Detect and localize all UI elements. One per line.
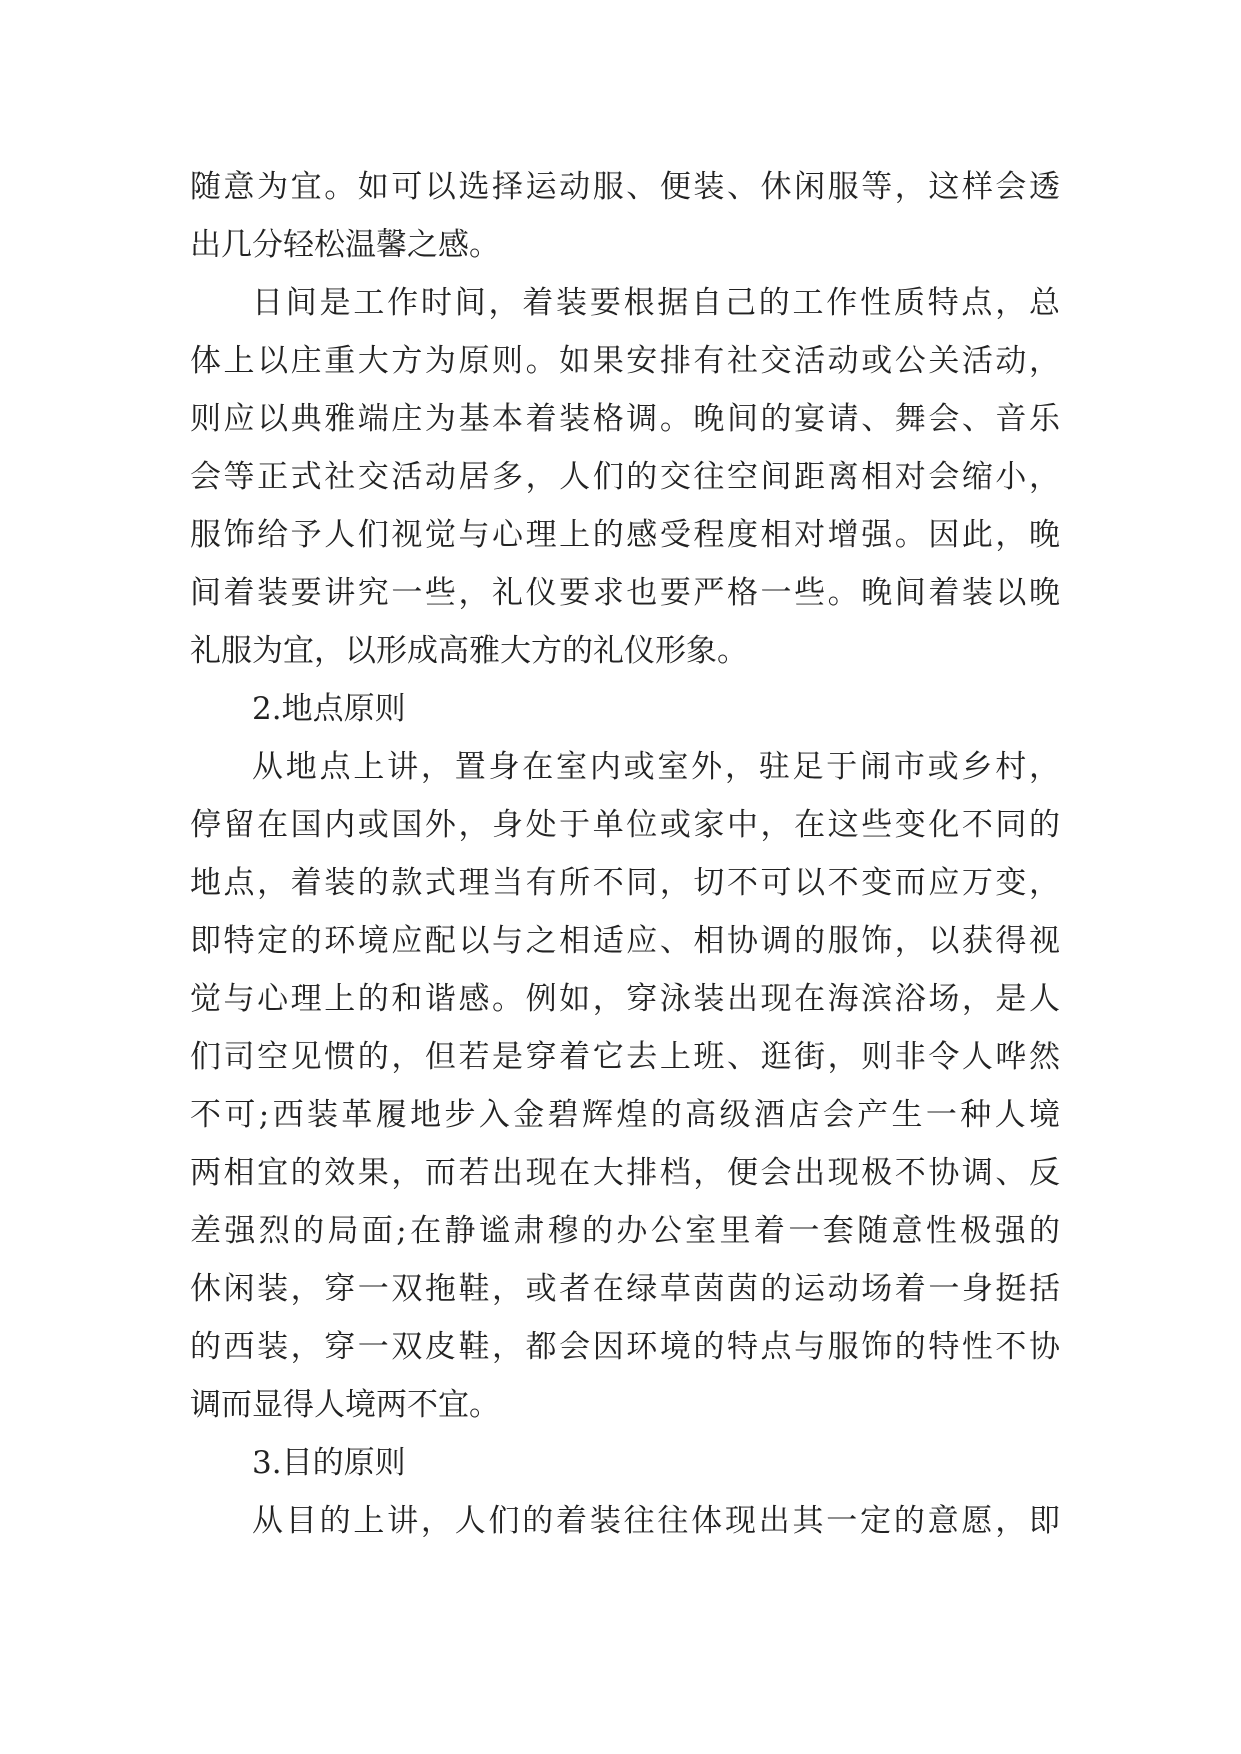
text-line: 体上以庄重大方为原则。如果安排有社交活动或公关活动，: [190, 343, 1060, 379]
text-line: 差强烈的局面;在静谧肃穆的办公室里着一套随意性极强的: [190, 1213, 1060, 1249]
section-heading: 2.地点原则: [252, 691, 406, 727]
text-line: 间着装要讲究一些，礼仪要求也要严格一些。晚间着装以晚: [190, 575, 1060, 611]
text-line: 觉与心理上的和谐感。例如，穿泳装出现在海滨浴场，是人: [190, 981, 1060, 1017]
paragraph-first-line: 日间是工作时间，着装要根据自己的工作性质特点，总: [252, 285, 1060, 321]
section-heading: 3.目的原则: [252, 1445, 406, 1481]
text-line: 则应以典雅端庄为基本着装格调。晚间的宴请、舞会、音乐: [190, 401, 1060, 437]
text-line: 会等正式社交活动居多，人们的交往空间距离相对会缩小，: [190, 459, 1060, 495]
text-line: 出几分轻松温馨之感。: [190, 227, 500, 263]
document-body: [190, 158, 1060, 1550]
text-line: 停留在国内或国外，身处于单位或家中，在这些变化不同的: [190, 807, 1060, 843]
text-line: 的西装，穿一双皮鞋，都会因环境的特点与服饰的特性不协: [190, 1329, 1060, 1365]
text-line: 们司空见惯的，但若是穿着它去上班、逛街，则非令人哗然: [190, 1039, 1060, 1075]
paragraph-first-line: 从地点上讲，置身在室内或室外，驻足于闹市或乡村，: [252, 749, 1060, 785]
text-line: 不可;西装革履地步入金碧辉煌的高级酒店会产生一种人境: [190, 1097, 1060, 1133]
text-line: 休闲装，穿一双拖鞋，或者在绿草茵茵的运动场着一身挺括: [190, 1271, 1060, 1307]
paragraph-first-line: 从目的上讲，人们的着装往往体现出其一定的意愿，即: [252, 1503, 1060, 1539]
text-line: 两相宜的效果，而若出现在大排档，便会出现极不协调、反: [190, 1155, 1060, 1191]
text-line: 礼服为宜，以形成高雅大方的礼仪形象。: [190, 633, 748, 669]
text-line: 随意为宜。如可以选择运动服、便装、休闲服等，这样会透: [190, 169, 1060, 205]
text-line: 地点，着装的款式理当有所不同，切不可以不变而应万变，: [190, 865, 1060, 901]
text-line: 调而显得人境两不宜。: [190, 1387, 500, 1423]
text-line: 即特定的环境应配以与之相适应、相协调的服饰，以获得视: [190, 923, 1060, 959]
text-line: 服饰给予人们视觉与心理上的感受程度相对增强。因此，晚: [190, 517, 1060, 553]
